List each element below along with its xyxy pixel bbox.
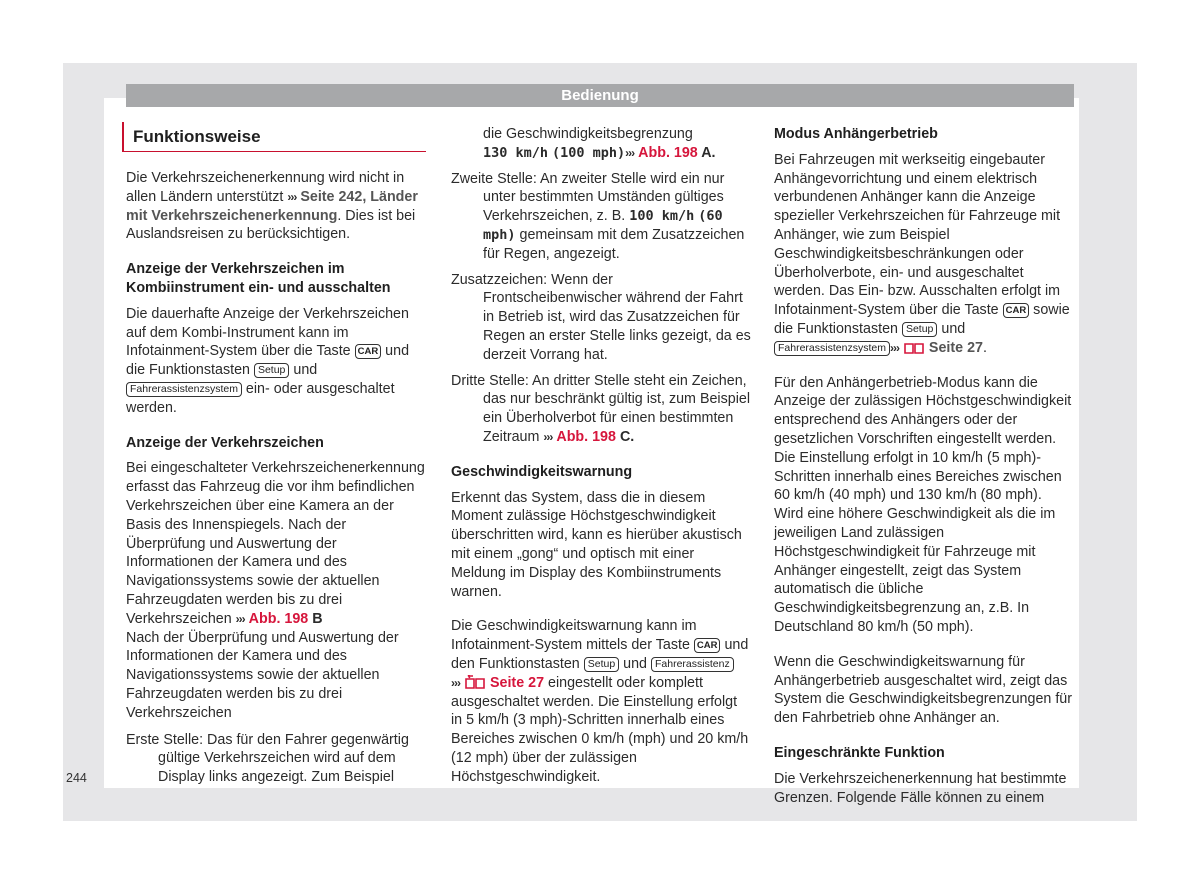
paragraph-modus-3: Wenn die Geschwindigkeitswarnung für Anhängerbetrieb ausgeschaltet wird, zeigt das System die Geschwindigkeitsbegrenzungen für den Fahrbetrieb ohne Anhänger an. [774,653,1073,727]
car-key-icon: CAR [1003,303,1030,318]
triple-chevron-icon: ››› [543,429,553,444]
chapter-header: Bedienung [126,84,1074,107]
subheading-geschwindigkeitswarnung: Geschwindigkeitswarnung [451,463,633,480]
figure-reference-link[interactable]: Abb. 198 [556,428,616,445]
paragraph-warnung-2: Die Geschwindigkeitswarnung kann im Infotainment-System mittels der Taste CAR und den Funktionstasten Setup und Fahrerassistenz ››› Seite 27 eingestellt oder komplett ausgeschaltet werden. Die Einstellung erfolgt in 5 km/h (3 mph)-Schritten innerhalb eines Bereiches zwischen 0 km/h (mph) und 20 km/h (12 mph) über der zulässigen Höchstgeschwindigkeit. [451,618,749,785]
paragraph-modus-1: Bei Fahrzeugen mit werkseitig eingebauter Anhängevorrichtung und einem elektrisch verbundenen Anhänger kann die Anzeige spezieller Verkehrszeichen für Fahrzeuge mit Anhänger, wie zum Beispiel Geschwindigkeitsbeschränkungen oder Überholverbote, ein- und ausgeschaltet werden. Das Ein- bzw. Ausschalten erfolgt im Infotainment-System über die Taste CAR sowie die Funktionstasten Setup und Fahrerassistenzsystem ››› Seite 27. [774,151,1070,356]
car-key-icon: CAR [355,344,382,359]
definition-continuation: die Geschwindigkeitsbegrenzung 130 km/h (100 mph)››› Abb. 198 A. [483,126,716,161]
paragraph-anzeige: Bei eingeschalteter Verkehrszeichenerkennung erfasst das Fahrzeug die vor ihm befindlichen Verkehrszeichen über eine Kamera an der Basis des Innenspiegels. Nach der Überprüfung und Auswertung der Informationen der Kamera und des Navigationssystems sowie der aktuellen Fahrzeugdaten werden bis zu drei Verkehrszeichen ››› Abb. 198 B Nach der Überprüfung und Auswertung der Informationen der Kamera und des Navigationssystems sowie der aktuellen Fahrzeugdaten werden bis zu drei Verkehrszeichen [126,460,425,721]
subheading-eingeschraenkte-funktion: Eingeschränkte Funktion [774,744,945,761]
subheading-modus-anhaengerbetrieb: Modus Anhängerbetrieb [774,126,938,142]
definition-dritte-stelle: Dritte Stelle: An dritter Stelle steht ein Zeichen, das nur beschränkt gültig ist, zum Beispiel ein Überholverbot für einen bestimmten Zeitraum ››› Abb. 198 C. [451,372,751,445]
fahrerassistenzsystem-key: Fahrerassistenzsystem [126,382,242,397]
subheading-kombi: Anzeige der Verkehrszeichen im Kombiinstrument ein- und ausschalten [126,261,391,296]
definition-erste-stelle: Erste Stelle: Das für den Fahrer gegenwärtig gültige Verkehrszeichen wird auf dem Display links angezeigt. Zum Beispiel [126,731,409,786]
book-icon [464,675,486,689]
paragraph-eingeschraenkt: Die Verkehrszeichenerkennung hat bestimmte Grenzen. Folgende Fälle können zu einem [774,770,1067,806]
paragraph-modus-2: Für den Anhängerbetrieb-Modus kann die Anzeige der zulässigen Höchstgeschwindigkeit entsprechend des Anhängers oder der gesetzlichen Vorschriften eingestellt werden. Die Einstellung erfolgt in 10 km/h (5 mph)-Schritten innerhalb eines Bereiches zwischen 60 km/h (40 mph) und 130 km/h (80 mph). Wird eine höhere Geschwindigkeit als die im jeweiligen Land zulässigen Höchstgeschwindigkeit für Fahrzeuge mit Anhänger eingestellt, zeigt das System automatisch die übliche Geschwindigkeitsbegrenzung an, z.B. In Deutschland 80 km/h (50 mph). [774,374,1072,635]
paragraph-warnung-1: Erkennt das System, dass die in diesem Moment zulässige Höchstgeschwindigkeit überschritten wird, kann es hierüber akustisch mit einem „gong“ und optisch mit einer Meldung im Display des Kombiinstruments warnen. [451,489,742,600]
fahrerassistenzsystem-key: Fahrerassistenzsystem [774,341,890,356]
definition-zweite-stelle: Zweite Stelle: An zweiter Stelle wird ein nur unter bestimmten Umständen gültiges Verkehrszeichen, z. B. 100 km/h (60 mph) gemeinsam mit dem Zusatzzeichen für Regen, angezeigt. [451,170,745,262]
column-2 [451,125,751,803]
column-1 [126,122,426,794]
page-reference-link[interactable]: Seite 27 [928,339,983,356]
triple-chevron-icon: ››› [889,340,899,355]
paragraph-kombi: Die dauerhafte Anzeige der Verkehrszeichen auf dem Kombi-Instrument kann im Infotainment-System über die Taste CAR und die Funktionstasten Setup und Fahrerassistenzsystem ein- oder ausgeschaltet werden. [126,305,410,416]
fahrerassistenz-key: Fahrerassistenz [651,657,734,672]
definition-zusatzzeichen: Zusatzzeichen: Wenn der Frontscheibenwischer während der Fahrt in Betrieb ist, wird das Zusatzzeichen für Regen an erster Stelle links gezeigt, da es derzeit Vorrang hat. [451,271,751,363]
page-reference-link[interactable]: Seite 27 [489,674,545,691]
car-key-icon: CAR [694,638,721,653]
setup-key: Setup [584,657,619,672]
page-number: 244 [66,771,87,785]
cross-reference-link[interactable]: Seite 242, Länder mit Verkehrszeichenerkennung [126,188,418,224]
setup-key: Setup [902,322,937,337]
triple-chevron-icon: ››› [287,189,297,204]
triple-chevron-icon: ››› [625,145,635,160]
paragraph-intro: Die Verkehrszeichenerkennung wird nicht in allen Ländern unterstützt ››› Seite 242, Länder mit Verkehrszeichenerkennung. Dies ist bei Auslandsreisen zu berücksichtigen. [126,170,418,243]
subheading-anzeige: Anzeige der Verkehrszeichen [126,434,324,451]
setup-key: Setup [254,363,289,378]
section-title: Funktionsweise [122,122,426,152]
triple-chevron-icon: ››› [451,675,460,690]
book-icon [903,340,925,354]
triple-chevron-icon: ››› [235,611,245,626]
column-3 [774,122,1074,823]
figure-reference-link[interactable]: Abb. 198 [638,144,698,161]
figure-reference-link[interactable]: Abb. 198 [248,610,309,627]
